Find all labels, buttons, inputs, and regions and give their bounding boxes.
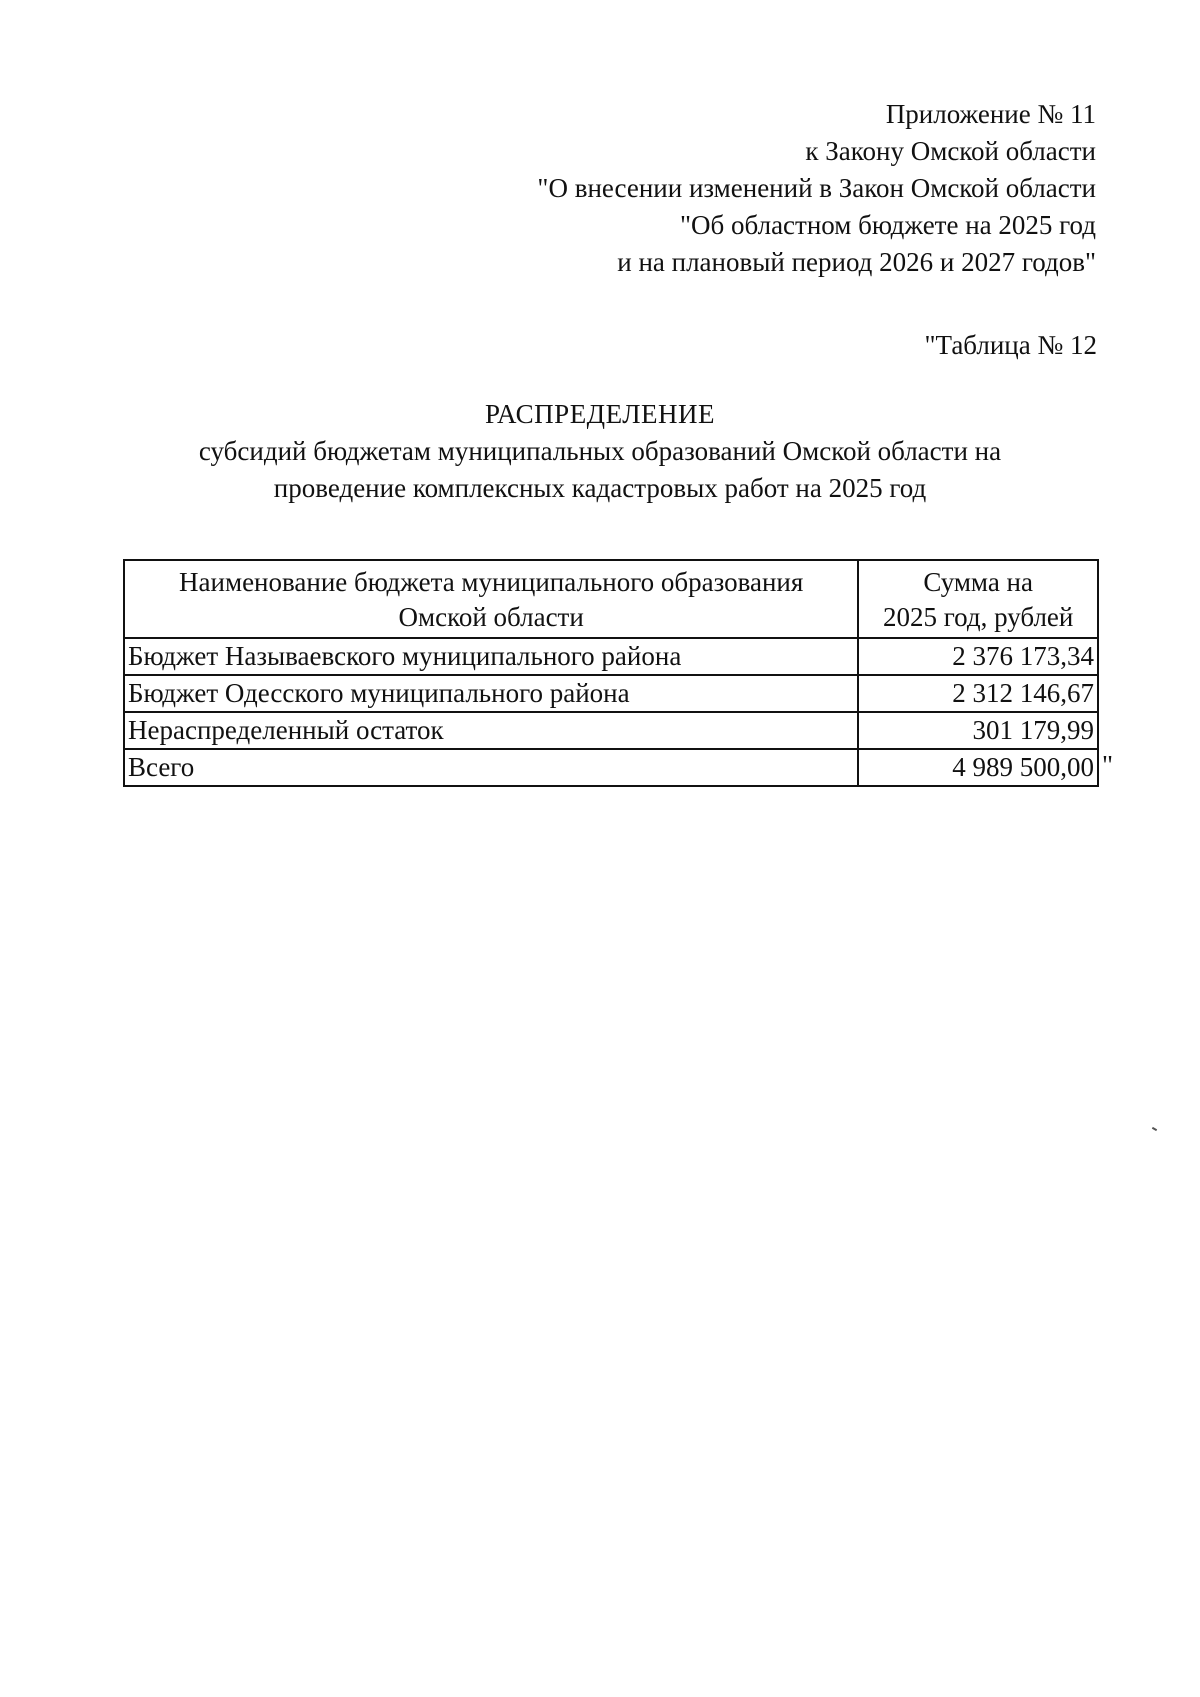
budget-sum-cell: 2 376 173,34 — [858, 638, 1098, 675]
table-row — [124, 712, 1098, 749]
appendix-header — [537, 96, 1096, 281]
appendix-line: "Об областном бюджете на 2025 год — [680, 210, 1096, 240]
document-title — [0, 396, 1200, 507]
table-label: "Таблица № 12 — [924, 330, 1097, 360]
appendix-line: Приложение № 11 — [885, 99, 1096, 129]
scan-speck — [1152, 1127, 1157, 1131]
appendix-line: и на плановый период 2026 и 2027 годов" — [617, 247, 1096, 277]
table-header-row — [124, 560, 1098, 638]
budget-sum-cell: 301 179,99 — [858, 712, 1098, 749]
budget-name-cell: Бюджет Одесского муниципального района — [124, 675, 858, 712]
closing-quote: " — [1102, 750, 1114, 780]
appendix-line: "О внесении изменений в Закон Омской области — [537, 173, 1096, 203]
header-sum-cell — [858, 560, 1098, 638]
total-sum-cell: 4 989 500,00 — [858, 749, 1098, 786]
budget-name-cell: Нераспределенный остаток — [124, 712, 858, 749]
title-line: проведение комплексных кадастровых работ на 2025 год — [273, 473, 927, 503]
distribution-table — [123, 559, 1099, 787]
budget-name-cell: Бюджет Называевского муниципального района — [124, 638, 858, 675]
header-text: 2025 год, рублей — [882, 602, 1074, 632]
title-line: субсидий бюджетам муниципальных образований Омской области на — [198, 436, 1002, 466]
table-row — [124, 675, 1098, 712]
header-text: Наименование бюджета муниципального образования — [179, 567, 804, 597]
title-heading: РАСПРЕДЕЛЕНИЕ — [484, 399, 716, 429]
table-row — [124, 638, 1098, 675]
appendix-line: к Закону Омской области — [805, 136, 1096, 166]
total-label-cell: Всего — [124, 749, 858, 786]
header-text: Сумма на — [923, 567, 1033, 597]
budget-sum-cell: 2 312 146,67 — [858, 675, 1098, 712]
header-name-cell — [124, 560, 858, 638]
header-text: Омской области — [398, 602, 584, 632]
table-row-total — [124, 749, 1098, 786]
